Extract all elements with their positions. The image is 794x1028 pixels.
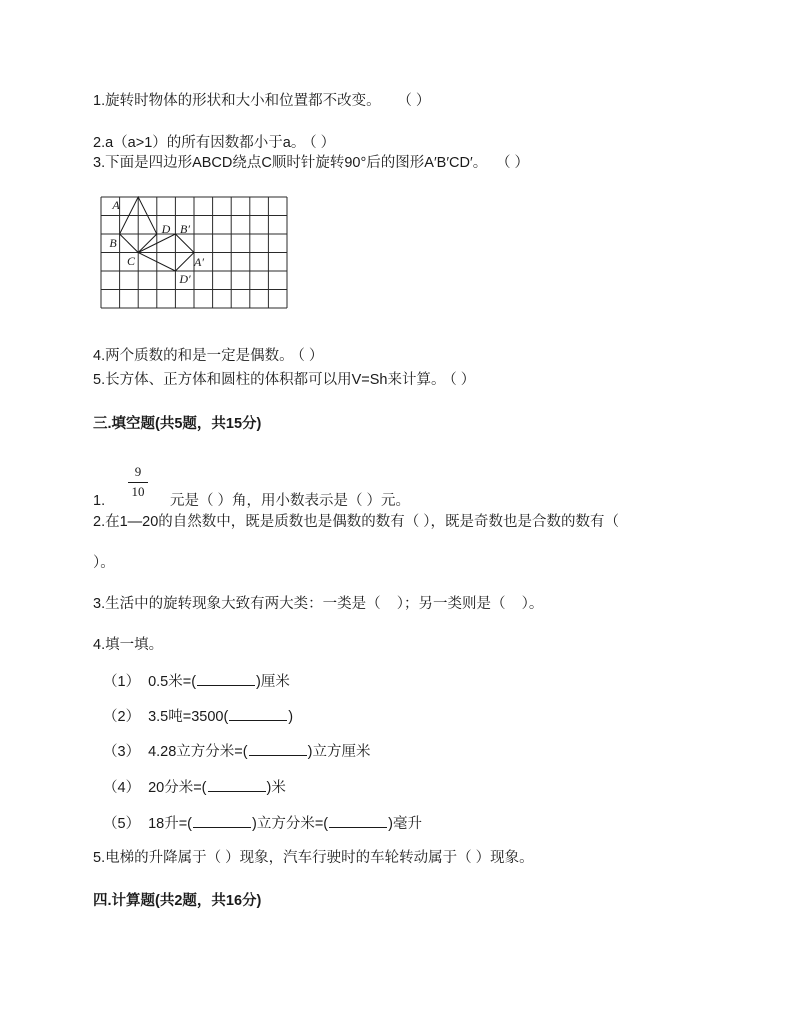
judgement-question-5 [93,371,475,389]
subitem-content [148,674,290,690]
subitem-label: （2） [103,709,141,725]
answer-bracket: （ ） [309,135,336,151]
question-text: 2.a（a>1）的所有因数都小于a。 [93,135,306,151]
fraction-bar [128,482,148,483]
answer-bracket: （ ） [297,348,324,364]
subitem-text: )厘米 [256,674,290,690]
question-text: 1.旋转时物体的形状和大小和位置都不改变。 [93,93,381,109]
label-b-prime: B′ [180,222,190,236]
subitem-text: 4.28立方分米=( [148,744,248,760]
question-text: 4.两个质数的和是一定是偶数。 [93,348,294,364]
subitem-text: 18升=( [148,816,193,832]
subitem-text: )立方厘米 [307,744,371,760]
subitem-text: ) [288,709,294,725]
judgement-question-3 [93,154,529,172]
fill-question-3: 3.生活中的旋转现象大致有两大类：一类是（ ）；另一类则是（ ）。 [93,596,544,612]
subitem-content [148,744,370,760]
fill-subitem-2 [103,707,293,726]
fill-question-4-title: 4.填一填。 [93,637,164,653]
fraction-numerator: 9 [134,464,142,479]
fraction-denominator: 10 [131,484,145,499]
section-heading-fill: 三.填空题(共5题，共15分) [93,416,262,432]
answer-bracket: （ ） [404,93,431,109]
fill-question-2-line1: 2.在1—20的自然数中，既是质数也是偶数的数有（ ），既是奇数也是合数的数有（ [93,514,620,530]
answer-blank [193,814,251,828]
subitem-label: （4） [103,780,141,796]
fraction [128,464,148,500]
fill-subitem-4 [103,778,286,797]
fill-question-5: 5.电梯的升降属于（ ）现象，汽车行驶时的车轮转动属于（ ）现象。 [93,850,534,866]
subitem-text: 20分米=( [148,780,207,796]
fill-subitem-1 [103,672,290,691]
subitem-text: )米 [266,780,286,796]
answer-blank [208,778,266,792]
answer-bracket: （ ） [503,155,529,171]
judgement-question-4 [93,347,323,365]
rotation-grid-figure [100,196,290,311]
subitem-label: （5） [103,816,141,832]
fill-question-1-number: 1. [93,493,106,509]
question-text: 5.长方体、正方体和圆柱的体积都可以用V=Sh来计算。 [93,372,446,388]
subitem-content [148,709,293,725]
label-d: D [161,222,171,236]
label-d-prime: D′ [179,272,191,286]
answer-blank [197,672,255,686]
fill-subitem-3 [103,742,370,761]
label-a-prime: A′ [194,255,204,269]
answer-blank [249,742,307,756]
subitem-text: )立方分米=( [252,816,329,832]
fill-question-1-text: 元是（ ）角，用小数表示是（ ）元。 [170,493,411,509]
judgement-question-1 [93,92,430,110]
subitem-label: （3） [103,744,141,760]
label-c: C [126,254,136,268]
subitem-content [148,780,286,796]
answer-blank [329,814,387,828]
label-b: B [109,236,117,250]
label-a: A [112,198,120,212]
subitem-label: （1） [103,674,141,690]
subitem-text: )毫升 [388,816,422,832]
question-text: 3.下面是四边形ABCD绕点C顺时针旋转90°后的图形A′B′CD′。 [93,155,488,171]
fill-question-2-line2: ）。 [93,555,115,571]
answer-blank [229,707,287,721]
answer-bracket: （ ） [449,372,476,388]
section-heading-calc: 四.计算题(共2题，共16分) [93,893,262,909]
fill-subitem-5 [103,814,422,833]
subitem-text: 0.5米=( [148,674,197,690]
judgement-question-2 [93,134,335,152]
subitem-text: 3.5吨=3500( [148,709,229,725]
subitem-content [148,816,422,832]
